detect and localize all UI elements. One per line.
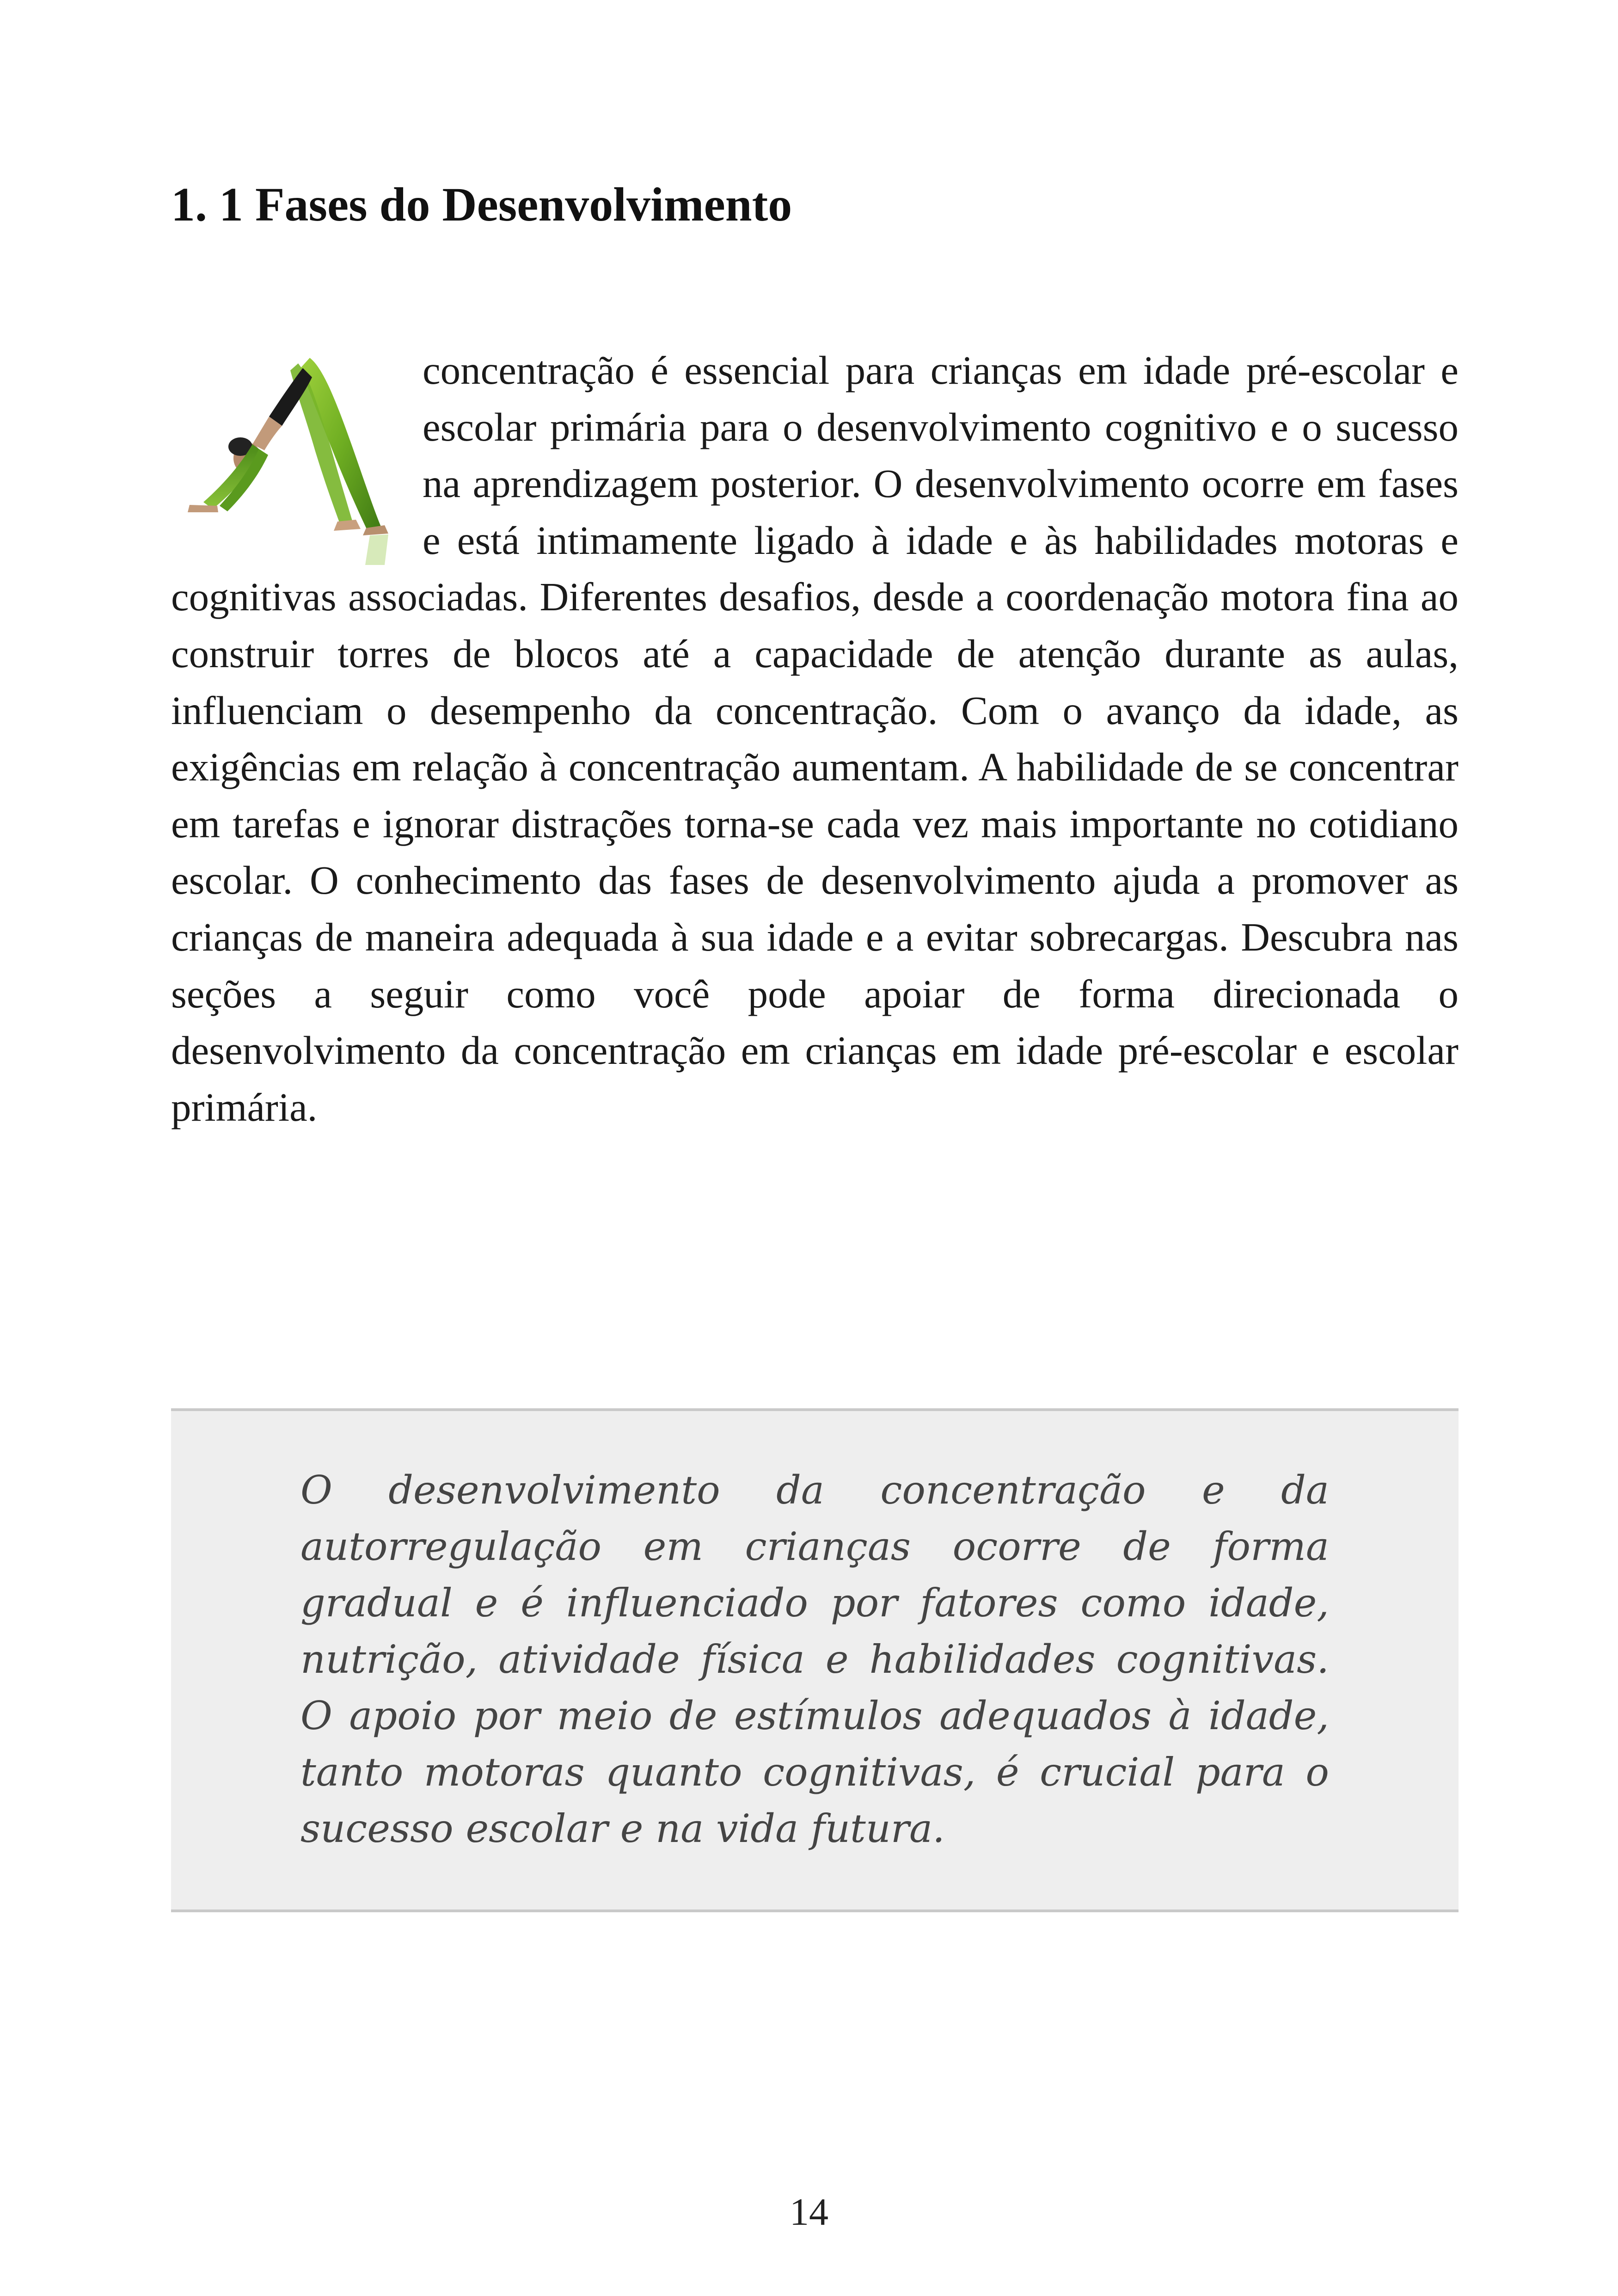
- callout-box: [171, 1408, 1459, 1912]
- page-number: 14: [790, 2191, 828, 2234]
- section-heading: 1. 1 Fases do Desenvolvimento: [171, 178, 792, 231]
- body-text-block: [171, 342, 1459, 1136]
- body-paragraph: concentração é essencial para crianças em idade pré-escolar e escolar primária para o desenvolvimento cognitivo e o sucesso na aprendizagem posterior. O desenvolvimento ocorre em fases e está intimamente ligado à idade e às habilidades motoras e cognitivas associadas. Diferentes desafios, desde a coordenação motora fina ao construir torres de blocos até a capacidade de atenção durante as aulas, influenciam o desempenho da concentração. Com o avanço da idade, as exigências em relação à concentração aumentam. A habilidade de se concentrar em tarefas e ignorar distrações torna-se cada vez mais importante no cotidiano escolar. O conhecimento das fases de desenvolvimento ajuda a promover as crianças de maneira adequada à sua idade e a evitar sobrecargas. Descubra nas seções a seguir como você pode apoiar de forma direcionada o desenvolvimento da concentração em crianças em idade pré-escolar e escolar primária.: [171, 348, 1459, 1130]
- callout-text: O desenvolvimento da concentração e da autorregulação em crianças ocorre de forma gradual e é influenciado por fatores como idade, nutrição, atividade física e habilidades cognitivas. O apoio por meio de estímulos adequados à idade, tanto motoras quanto cognitivas, é crucial para o sucesso escolar e na vida futura.: [300, 1467, 1329, 1851]
- yoga-figure-letter-a-icon: [171, 350, 413, 565]
